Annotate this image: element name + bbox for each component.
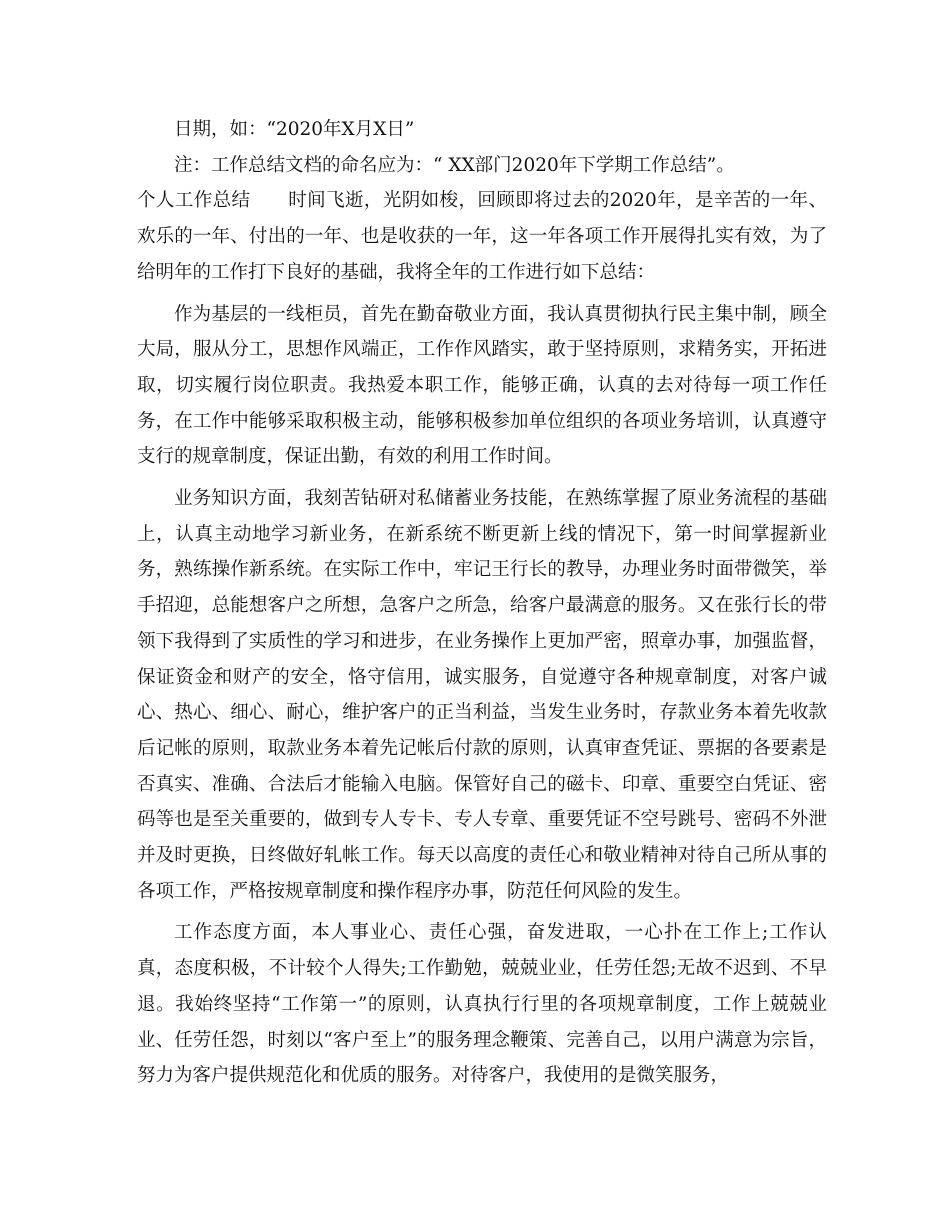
paragraph-work-attitude: 工作态度方面，本人事业心、责任心强，奋发进取，一心扑在工作上;工作认真，态度积极，不计较个人得失;工作勤勉，兢兢业业，任劳任怨;无故不迟到、不早退。我始终坚持“工作第一”的原则，认真执行行里的各项规章制度，工作上兢兢业业、任劳任怨，时刻以“客户至上”的服务理念鞭策、完善自己，以用户满意为宗旨，努力为客户提供规范化和优质的服务。对待客户，我使用的是微笑服务，	[137, 922, 827, 1087]
paragraph-business-knowledge: 业务知识方面，我刻苦钻研对私储蓄业务技能，在熟练掌握了原业务流程的基础上，认真主动地学习新业务，在新系统不断更新上线的情况下，第一时间掌握新业务，熟练操作新系统。在实际工作中，牢记王行长的教导，办理业务时面带微笑，举手招迎，总能想客户之所想，急客户之所急，给客户最满意的服务。又在张行长的带领下我得到了实质性的学习和进步，在业务操作上更加严密，照章办事，加强监督，保证资金和财产的安全，恪守信用，诚实服务，自觉遵守各种规章制度，对客户诚心、热心、细心、耐心，维护客户的正当利益，当发生业务时，存款业务本着先收款后记帐的原则，取款业务本着先记帐后付款的原则，认真审查凭证、票据的各要素是否真实、准确、合法后才能输入电脑。保管好自己的磁卡、印章、重要空白凭证、密码等也是至关重要的，做到专人专卡、专人专章、重要凭证不空号跳号、密码不外泄并及时更换，日终做好轧帐工作。每天以高度的责任心和敬业精神对待自己所从事的各项工作，严格按规章制度和操作程序办事，防范任何风险的发生。	[137, 488, 827, 902]
note-line: 注：工作总结文档的命名应为：“ XX部门2020年下学期工作总结”。	[174, 154, 735, 176]
document-body	[137, 112, 827, 1094]
paragraph-diligence: 作为基层的一线柜员，首先在勤奋敬业方面，我认真贯彻执行民主集中制，顾全大局，服从分工，思想作风端正，工作作风踏实，敢于坚持原则，求精务实，开拓进取，切实履行岗位职责。我热爱本职工作，能够正确，认真的去对待每一项工作任务，在工作中能够采取积极主动，能够积极参加单位组织的各项业务培训，认真遵守支行的规章制度，保证出勤，有效的利用工作时间。	[137, 303, 827, 468]
date-line: 日期，如：“2020年X月X日”	[174, 119, 415, 140]
title-and-intro-paragraph: 个人工作总结 时间飞逝，光阴如梭，回顾即将过去的2020年，是辛苦的一年、欢乐的一年、付出的一年、也是收获的一年，这一年各项工作开展得扎实有效，为了给明年的工作打下良好的基础，我将全年的工作进行如下总结：	[137, 190, 827, 283]
